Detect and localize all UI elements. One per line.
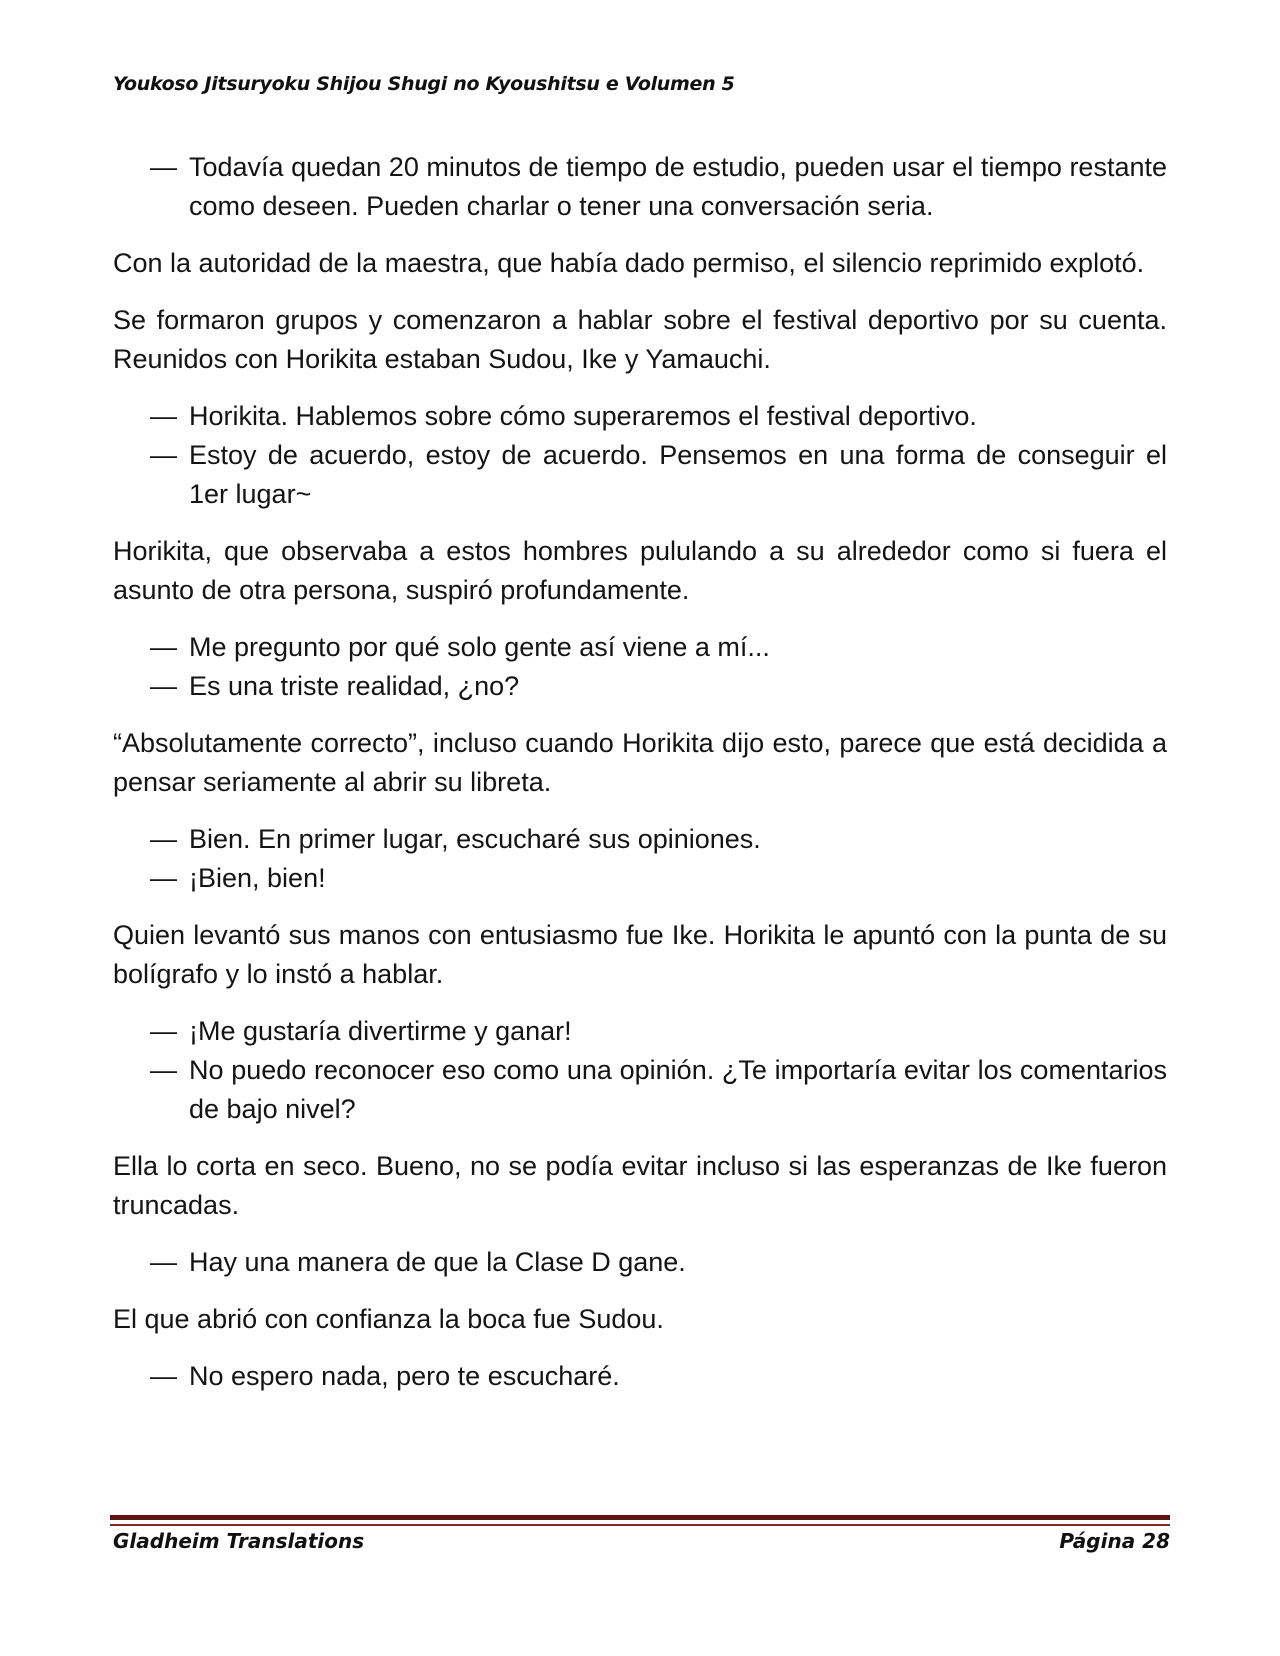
footer-page-number: Página 28: [1059, 1529, 1170, 1553]
dialogue-line: [113, 667, 1167, 706]
dialogue-text: ¡Me gustaría divertirme y ganar!: [189, 1016, 572, 1046]
dialogue-dash: —: [150, 824, 177, 854]
dialogue-line: [113, 1357, 1167, 1396]
dialogue-text: Todavía quedan 20 minutos de tiempo de estudio, pueden usar el tiempo restante como deseen. Pueden charlar o tener una conversación seria.: [189, 152, 1167, 221]
dialogue-text: No puedo reconocer eso como una opinión. ¿Te importaría evitar los comentarios de bajo nivel?: [189, 1055, 1167, 1124]
dialogue-dash: —: [150, 632, 177, 662]
dialogue-text: Bien. En primer lugar, escucharé sus opiniones.: [189, 824, 761, 854]
dialogue-dash: —: [150, 1361, 177, 1391]
dialogue-text: Hay una manera de que la Clase D gane.: [189, 1247, 686, 1277]
dialogue-text: Horikita. Hablemos sobre cómo superaremos el festival deportivo.: [189, 401, 977, 431]
footer-credit: Gladheim Translations: [113, 1529, 365, 1553]
dialogue-text: No espero nada, pero te escucharé.: [189, 1361, 620, 1391]
dialogue-text: ¡Bien, bien!: [189, 863, 326, 893]
dialogue-line: [113, 628, 1167, 667]
body-paragraph: Se formaron grupos y comenzaron a hablar sobre el festival deportivo por su cuenta. Reunidos con Horikita estaban Sudou, Ike y Yamauchi.: [113, 305, 1167, 374]
dialogue-text: Estoy de acuerdo, estoy de acuerdo. Pensemos en una forma de conseguir el 1er lugar~: [189, 440, 1167, 509]
page-body: [113, 148, 1167, 1414]
footer-rule-thick: [110, 1515, 1170, 1520]
dialogue-dash: —: [150, 152, 177, 182]
dialogue-line: [113, 859, 1167, 898]
dialogue-line: [113, 397, 1167, 436]
dialogue-line: [113, 1051, 1167, 1129]
dialogue-dash: —: [150, 1055, 177, 1085]
dialogue-line: [113, 820, 1167, 859]
body-paragraph: Ella lo corta en seco. Bueno, no se podía evitar incluso si las esperanzas de Ike fueron truncadas.: [113, 1151, 1167, 1220]
dialogue-dash: —: [150, 440, 177, 470]
dialogue-text: Es una triste realidad, ¿no?: [189, 671, 520, 701]
body-paragraph: El que abrió con confianza la boca fue Sudou.: [113, 1304, 664, 1334]
running-header: Youkoso Jitsuryoku Shijou Shugi no Kyoushitsu e Volumen 5: [113, 73, 735, 95]
dialogue-dash: —: [150, 1016, 177, 1046]
dialogue-text: Me pregunto por qué solo gente así viene a mí...: [189, 632, 770, 662]
dialogue-dash: —: [150, 1247, 177, 1277]
body-paragraph: Horikita, que observaba a estos hombres pululando a su alrededor como si fuera el asunto de otra persona, suspiró profundamente.: [113, 536, 1167, 605]
body-paragraph: Con la autoridad de la maestra, que había dado permiso, el silencio reprimido explotó.: [113, 248, 1145, 278]
dialogue-line: [113, 436, 1167, 514]
dialogue-line: [113, 1243, 1167, 1282]
dialogue-line: [113, 148, 1167, 226]
dialogue-dash: —: [150, 863, 177, 893]
body-paragraph: “Absolutamente correcto”, incluso cuando Horikita dijo esto, parece que está decidida a pensar seriamente al abrir su libreta.: [113, 728, 1167, 797]
dialogue-dash: —: [150, 401, 177, 431]
footer-rule-thin: [110, 1524, 1170, 1526]
body-paragraph: Quien levantó sus manos con entusiasmo fue Ike. Horikita le apuntó con la punta de su bolígrafo y lo instó a hablar.: [113, 920, 1167, 989]
dialogue-dash: —: [150, 671, 177, 701]
dialogue-line: [113, 1012, 1167, 1051]
